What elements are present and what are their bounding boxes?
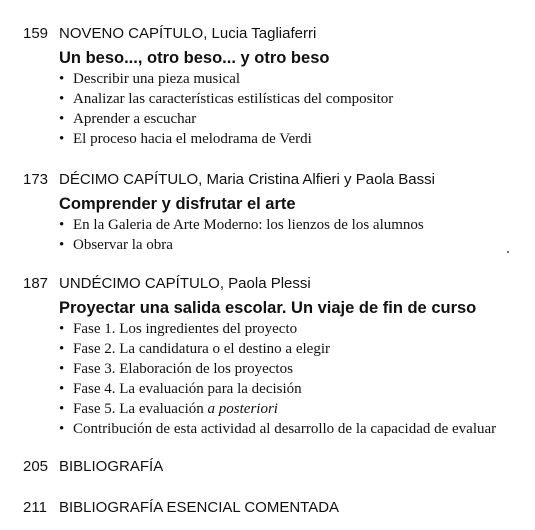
list-item xyxy=(0,339,535,359)
chapter-entry-undecimo xyxy=(0,273,535,439)
chapter-label: UNDÉCIMO CAPÍTULO, Paola Plessi xyxy=(59,275,311,292)
list-item-text: Fase 5. La evaluación xyxy=(73,401,204,417)
annotated-bibliography-heading-line xyxy=(0,497,535,519)
list-item xyxy=(0,319,535,339)
chapter-topics-list xyxy=(0,215,535,255)
list-item-text: Fase 2. La candidatura o el destino a elegir xyxy=(73,341,330,357)
bullet-icon: • xyxy=(59,111,65,127)
list-item-italic-text: a posteriori xyxy=(207,401,278,417)
bibliography-heading-line xyxy=(0,456,535,478)
bullet-icon: • xyxy=(59,361,65,377)
bibliography-label: BIBLIOGRAFÍA xyxy=(59,458,164,475)
bullet-icon: • xyxy=(59,131,65,147)
chapter-title: Comprender y disfrutar el arte xyxy=(59,195,296,213)
bullet-icon: • xyxy=(59,341,65,357)
list-item xyxy=(0,359,535,379)
list-item xyxy=(0,129,535,149)
chapter-title: Un beso..., otro beso... y otro beso xyxy=(59,49,330,67)
list-item-text: Contribución de esta actividad al desarrollo de la capacidad de evaluar xyxy=(73,421,497,437)
bullet-icon: • xyxy=(59,321,65,337)
list-item xyxy=(0,69,535,89)
chapter-label: DÉCIMO CAPÍTULO, Maria Cristina Alfieri y Paola Bassi xyxy=(59,171,435,188)
list-item xyxy=(0,89,535,109)
list-item xyxy=(0,379,535,399)
list-item-text: Describir una pieza musical xyxy=(73,71,241,87)
list-item-text: El proceso hacia el melodrama de Verdi xyxy=(73,131,312,147)
page-number: 205 xyxy=(23,458,49,475)
list-item xyxy=(0,235,535,255)
chapter-heading-line xyxy=(0,169,535,191)
list-item-text: Fase 3. Elaboración de los proyectos xyxy=(73,361,293,377)
page-number: 187 xyxy=(23,275,49,292)
bullet-icon: • xyxy=(59,217,65,233)
chapter-title: Proyectar una salida escolar. Un viaje de fin de curso xyxy=(59,299,477,317)
stray-dot-mark xyxy=(507,251,509,253)
chapter-heading-line xyxy=(0,23,535,45)
bullet-icon: • xyxy=(59,381,65,397)
list-item-text: Fase 1. Los ingredientes del proyecto xyxy=(73,321,298,337)
annotated-bibliography-entry xyxy=(0,497,535,519)
chapter-entry-noveno xyxy=(0,23,535,149)
list-item-text: Aprender a escuchar xyxy=(73,111,197,127)
list-item xyxy=(0,419,535,439)
bibliography-entry xyxy=(0,456,535,478)
chapter-label: NOVENO CAPÍTULO, Lucia Tagliaferri xyxy=(59,25,317,42)
list-item xyxy=(0,215,535,235)
bullet-icon: • xyxy=(59,237,65,253)
chapter-entry-decimo xyxy=(0,169,535,255)
page-number: 173 xyxy=(23,171,49,188)
list-item-text: Fase 4. La evaluación para la decisión xyxy=(73,381,302,397)
list-item-text: En la Galeria de Arte Moderno: los lienzos de los alumnos xyxy=(73,217,424,233)
bullet-icon: • xyxy=(59,71,65,87)
bullet-icon: • xyxy=(59,401,65,417)
chapter-topics-list xyxy=(0,319,535,439)
bullet-icon: • xyxy=(59,91,65,107)
list-item-text: Analizar las características estilísticas del compositor xyxy=(73,91,394,107)
chapter-heading-line xyxy=(0,273,535,295)
list-item-text: Observar la obra xyxy=(73,237,173,253)
page-number: 159 xyxy=(23,25,49,42)
chapter-topics-list xyxy=(0,69,535,149)
list-item xyxy=(0,399,535,419)
list-item xyxy=(0,109,535,129)
page-number: 211 xyxy=(23,499,47,516)
bullet-icon: • xyxy=(59,421,65,437)
annotated-bibliography-label: BIBLIOGRAFÍA ESENCIAL COMENTADA xyxy=(59,499,340,516)
